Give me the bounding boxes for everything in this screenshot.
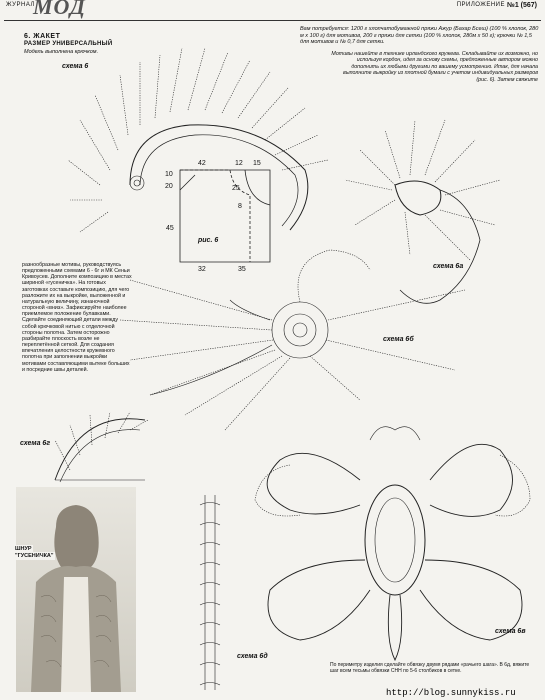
schema-6b-label: схема 6б — [383, 336, 414, 343]
schema-6d-diagram — [200, 495, 220, 690]
dim-25: 25 — [232, 185, 240, 192]
magazine-label-small: ЖУРНАЛ — [6, 2, 35, 8]
dim-32: 32 — [198, 266, 206, 273]
gusenichka-caption: "ГУСЕНИЧКА" — [15, 553, 54, 559]
appendix-label: ПРИЛОЖЕНИЕ — [456, 2, 505, 8]
pattern-drawing — [180, 170, 270, 262]
dim-12: 12 — [235, 160, 243, 167]
model-photo — [16, 487, 136, 692]
model-silhouette — [16, 487, 136, 692]
schema-6g-label: схема 6г — [20, 440, 51, 447]
dim-8: 8 — [238, 203, 242, 210]
figure-6-label: рис. 6 — [198, 237, 219, 244]
schema-6d-label: схема 6д — [237, 653, 268, 660]
dim-20: 20 — [165, 183, 173, 190]
dim-35: 35 — [238, 266, 246, 273]
dim-15: 15 — [253, 160, 261, 167]
schema-6a-label: схема 6а — [433, 263, 464, 270]
schema-6v-diagram — [255, 427, 530, 660]
schema-6g-diagram — [55, 412, 148, 482]
schema-6a-diagram — [345, 120, 500, 303]
cord-caption: ШНУР — [15, 546, 32, 552]
schema-6v-label: схема 6в — [495, 628, 526, 635]
footer-text: По периметру изделия сделайте обвязку двумя рядами «рачьего шага». В 6д, вяжите шаг всем тесьмы обвязки СНН по 5-6 столбиков в сетке. — [330, 662, 530, 674]
model-note: Модель выполнена крючком. — [24, 49, 99, 55]
source-url: http://blog.sunnykiss.ru — [386, 688, 516, 698]
materials-text: Вам потребуется: 1200 г хлопчатобумажной пряжи Ажур (Бахар Бсеш) (100 % хлопок, 280 м х 100 г) для мотивов, 200 г пряжи для сетки (100 % хлопок, 280м х 50 г); крючки № 1,5 для мотивов и № 0,7 для сетки. — [300, 26, 539, 46]
size-label: РАЗМЕР УНИВЕРСАЛЬНЫЙ — [24, 41, 113, 47]
schema-6-diagram — [68, 48, 328, 232]
dim-42: 42 — [198, 160, 206, 167]
article-title: 6. ЖАКЕТ — [24, 33, 61, 40]
issue-number: №1 (567) — [507, 2, 537, 9]
description-text: Мотивы нашейте в технике ирландского кружева. Складывайте их возможно, но используя кордон, идея за основу схемы, предложенные автором можно дополнить их любыми другими по вашему усмотрению. Итак, для начала выполните выкройку из плотной бумаги с учетом индивидуальных размеров (рис. 6). Затем свяжите — [331, 51, 538, 83]
instructions-text: разнообразные мотивы, руководствуясь предложенными схемами 6 - 6г и МК Сеньи Кривоусев. Дополните композицию в местах шириной «гусеничка». На готовых заготовках составьте композицию, для чего разложите их на выкройке, выложенной и натуральную величину, изнаночной стороной «вниз». Зафиксируйте наиболее приемлемое положение булавками. Сделайте соединяющий детали между собой крючковой нитью с отделочной стороны полотна. Затем осторожно разбирайте плоскость возле не переплетённой сеткой. Для создания впечатления целостности кружевного полотна при заполнении выкройки мотивами составляющими вытеке больших и посредние швы деталей. — [22, 262, 132, 373]
dim-10: 10 — [165, 171, 173, 178]
schema-6-label: схема 6 — [62, 63, 89, 70]
magazine-logo: МОД — [33, 0, 86, 19]
dim-45: 45 — [166, 225, 174, 232]
